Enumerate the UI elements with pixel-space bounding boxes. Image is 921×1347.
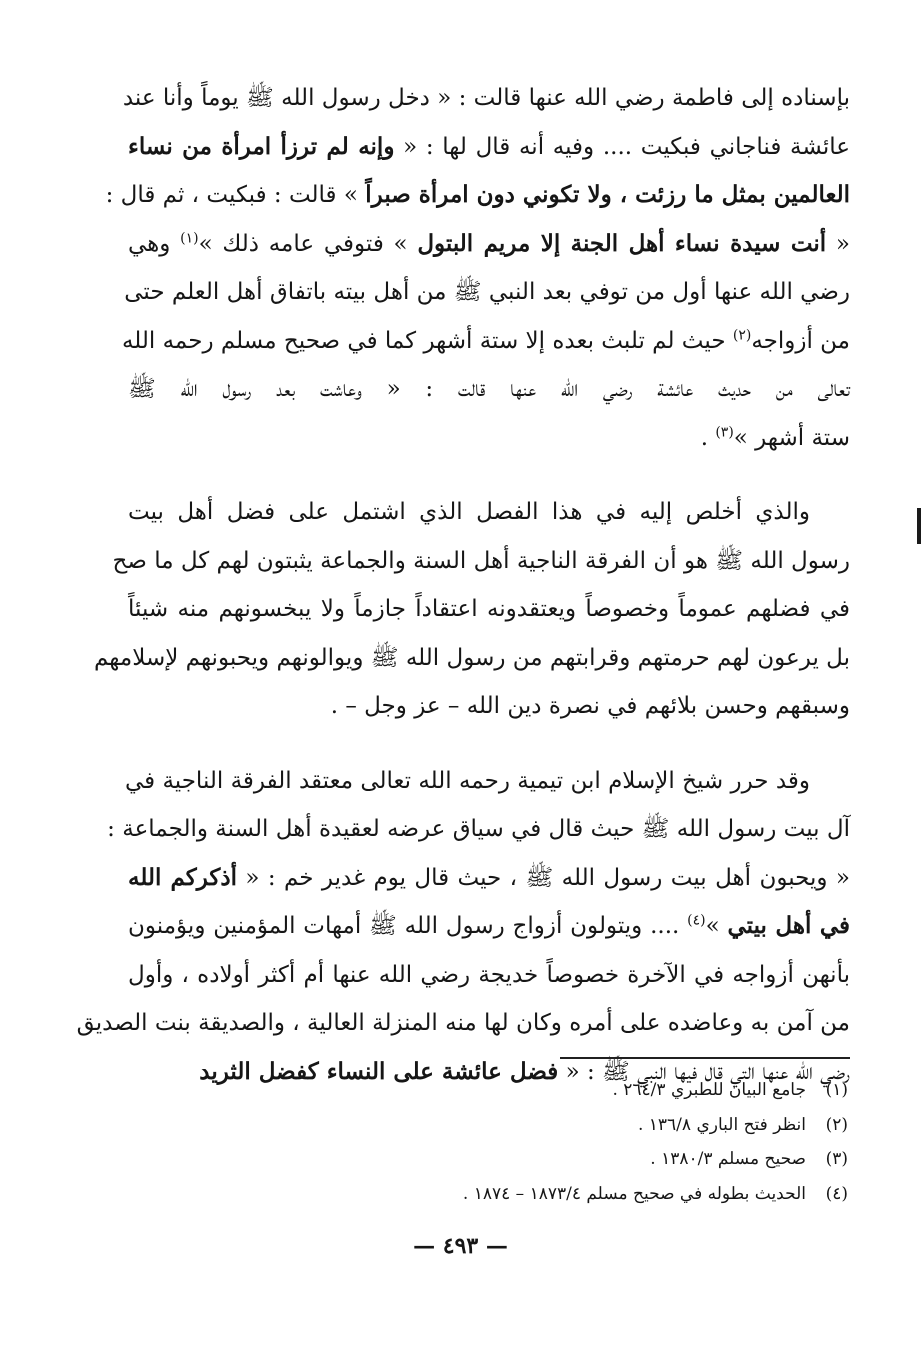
text-segment: بإسناده إلى فاطمة رضي الله عنها قالت : « دخل رسول الله ﷺ يوماً وأنا عند <box>122 85 850 111</box>
footnote <box>348 1177 848 1212</box>
text-segment: حيث لم تلبث بعده إلا ستة أشهر كما في صحيح مسلم رحمه الله <box>121 327 733 354</box>
footnote-reference: (٣) <box>715 423 734 440</box>
text-segment: في فضلهم عموماً وخصوصاً ويعتقدونه اعتقاداً جازماً ولا يبخسونهم منه شيئاً <box>128 596 850 622</box>
text-segment: ستة أشهر » <box>733 424 850 451</box>
text-line <box>128 951 850 1000</box>
hadith-quote: فضل عائشة على النساء كفضل الثريد <box>199 1057 559 1085</box>
text-segment: من أزواجه <box>751 327 850 354</box>
paragraph <box>94 488 850 731</box>
text-segment: عائشة فناجاني فبكيت .... وفيه أنه قال لها : « <box>394 133 850 160</box>
text-line <box>128 854 850 903</box>
text-segment: « ويحبون أهل بيت رسول الله ﷺ ، حيث قال يوم غدير خم : « <box>236 864 850 891</box>
text-segment: . <box>700 424 716 451</box>
text-segment: بأنهن أزواجه في الآخرة خصوصاً خديجة رضي الله عنها أم أكثر أولاده ، وأول <box>128 961 850 988</box>
text-line <box>124 757 850 806</box>
text-segment: » فتوفي عامه ذلك » <box>198 230 418 257</box>
footnote-number: (١) <box>825 1080 848 1100</box>
footnotes <box>348 1073 848 1211</box>
footnote <box>348 1108 848 1143</box>
page-body <box>76 74 851 1096</box>
footnote-text: صحيح مسلم ١٣٨٠/٣ . <box>650 1149 806 1169</box>
hadith-quote: أنت سيدة نساء أهل الجنة إلا مريم البتول <box>417 229 827 257</box>
text-line <box>124 268 850 317</box>
scan-edge-mark <box>917 508 921 544</box>
text-line <box>128 488 850 537</box>
text-line <box>112 537 850 586</box>
footnote-divider <box>560 1057 850 1059</box>
text-segment: آل بيت رسول الله ﷺ حيث قال في سياق عرضه لعقيدة أهل السنة والجماعة : <box>107 816 850 842</box>
text-segment: .... ويتولون أزواج رسول الله ﷺ أمهات المؤمنين ويؤمنون <box>128 913 688 939</box>
text-segment: » <box>705 913 728 939</box>
footnote-number: (٣) <box>825 1149 848 1169</box>
paragraph <box>105 74 850 462</box>
footnote-number: (٢) <box>825 1114 848 1135</box>
footnote-text: الحديث بطوله في صحيح مسلم ١٨٧٣/٤ – ١٨٧٤ . <box>462 1183 806 1204</box>
text-line <box>128 123 850 172</box>
text-line <box>128 365 850 414</box>
hadith-quote: العالمين بمثل ما رزئت ، ولا تكوني دون امرأة صبراً <box>365 181 850 208</box>
text-line <box>128 682 850 731</box>
text-line <box>94 634 850 683</box>
page-number: — ٤٩٣ — <box>413 1233 508 1259</box>
text-segment: من آمن به وعاضده على أمره وكان لها منه المنزلة العالية ، والصديقة بنت الصديق <box>76 1010 850 1036</box>
paragraph <box>76 757 851 1097</box>
text-segment: بل يرعون لهم حرمتهم وقرابتهم من رسول الله ﷺ ويوالونهم ويحبونهم لإسلامهم <box>94 644 850 671</box>
text-segment: وهي <box>128 230 181 257</box>
hadith-quote: في أهل بيتي <box>727 912 851 939</box>
text-line <box>128 585 850 634</box>
footnote-text: جامع البيان للطبري ٢٦٤/٣ . <box>612 1080 806 1100</box>
text-segment: وقد حرر شيخ الإسلام ابن تيمية رحمه الله تعالى معتقد الفرقة الناجية في <box>124 767 810 794</box>
text-line <box>128 902 850 951</box>
footnote-reference: (١) <box>180 229 199 246</box>
footnote-reference: (٢) <box>732 326 752 343</box>
text-segment: رسول الله ﷺ هو أن الفرقة الناجية أهل السنة والجماعة يثبتون لهم كل ما صح <box>112 547 850 574</box>
footnote-text: انظر فتح الباري ١٣٦/٨ . <box>637 1114 806 1135</box>
footnote-number: (٤) <box>825 1183 848 1204</box>
text-segment: رضي الله عنها التي قال فيها النبي ﷺ : « <box>558 1058 850 1085</box>
text-segment: « <box>826 230 850 257</box>
text-segment: والذي أخلص إليه في هذا الفصل الذي اشتمل على فضل أهل بيت <box>128 499 810 525</box>
footnote <box>348 1142 848 1177</box>
text-line <box>121 317 850 366</box>
text-line <box>128 220 850 269</box>
text-segment: » قالت : فبكيت ، ثم قال : <box>105 182 366 208</box>
text-line <box>107 805 850 854</box>
text-line <box>122 74 850 123</box>
footnote-reference: (٤) <box>687 912 706 929</box>
text-line <box>128 414 850 463</box>
text-segment: رضي الله عنها أول من توفي بعد النبي ﷺ من أهل بيته باتفاق أهل العلم حتى <box>124 279 850 305</box>
hadith-quote: وإنه لم ترزأ امرأة من نساء <box>128 132 395 160</box>
text-segment: تعالى من حديث عائشة رضي الله عنها قالت : « وعاشت بعد رسول الله ﷺ <box>128 376 850 402</box>
text-line <box>76 999 850 1048</box>
text-line <box>105 171 850 220</box>
text-segment: وسبقهم وحسن بلائهم في نصرة دين الله – عز وجل – . <box>330 693 850 719</box>
footnote <box>348 1073 848 1108</box>
hadith-quote: أذكركم الله <box>128 863 237 891</box>
